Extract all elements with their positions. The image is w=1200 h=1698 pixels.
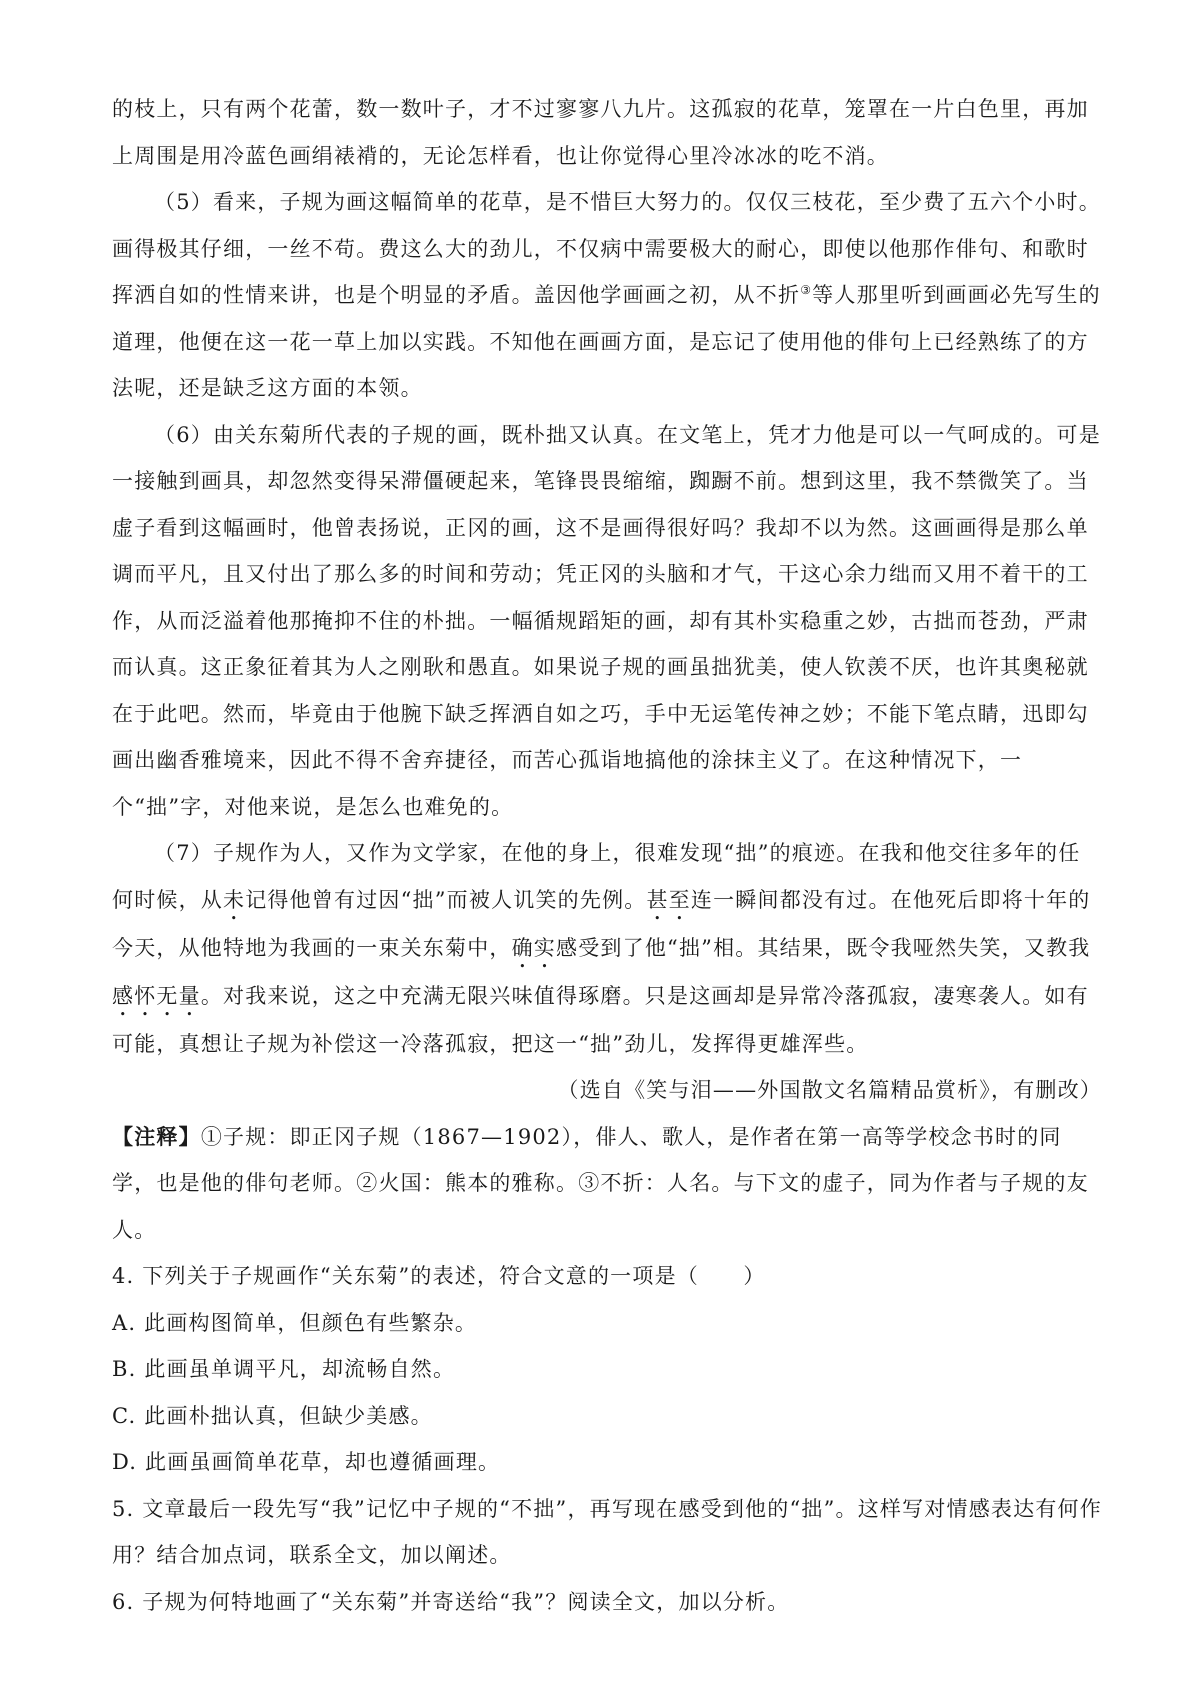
paragraph-7-seg-3: 连一瞬间都没有过。在他死后即将十年的今天，从他特地为我画的一束关东菊中，: [112, 887, 1091, 960]
question-4-option-d: D. 此画虽画简单花草，却也遵循画理。: [112, 1450, 501, 1474]
question-4-option-b: B. 此画虽单调平凡，却流畅自然。: [112, 1357, 456, 1381]
notes-text: ①子规：即正冈子规（1867—1902），俳人、歌人，是作者在第一高等学校念书时的同学，也是他的俳句老师。②火国：熊本的雅称。③不折：人名。与下文的虚子，同为作者与子规的友人。: [112, 1124, 1089, 1242]
emphasized-word-shenzhi: 甚至: [646, 887, 691, 912]
paragraph-4-continued: 的枝上，只有两个花蕾，数一数叶子，才不过寥寥八九片。这孤寂的花草，笼罩在一片白色里，再加上周围是用冷蓝色画绢裱褙的，无论怎样看，也让你觉得心里冷冰冰的吃不消。: [112, 97, 1089, 168]
question-4-option-c: C. 此画朴拙认真，但缺少美感。: [112, 1403, 433, 1428]
source-citation: （选自《笑与泪——外国散文名篇精品赏析》，有删改）: [557, 1078, 1102, 1102]
paragraph-7-seg-4: 感受到了他“拙”相。其结果，既令我哑然失笑，又教我: [556, 935, 1091, 960]
paragraph-7-seg-5: 。对我来说，这之中充满无限兴味值得琢磨。只是这画却是异常冷落孤寂，凄寒袭人。如有可能，真想让子规为补偿这一冷落孤寂，把这一“拙”劲儿，发挥得更雄浑些。: [112, 983, 1089, 1056]
emphasized-word-queshi: 确实: [511, 935, 557, 960]
question-4-stem: 4. 下列关于子规画作“关东菊”的表述，符合文意的一项是（ ）: [112, 1264, 766, 1288]
document-body: [112, 86, 1102, 1625]
footnote-marker-3: ③: [800, 283, 813, 297]
paragraph-7-seg-2: 记得他曾有过因“拙”而被人讥笑的先例。: [245, 887, 647, 912]
question-4-option-a: A. 此画构图简单，但颜色有些繁杂。: [112, 1310, 478, 1335]
paragraph-7: [112, 830, 1102, 1067]
annotation-notes: [112, 1114, 1102, 1254]
paragraph-5-part-a: （5）看来，子规为画这幅简单的花草，是不惜巨大努力的。仅仅三枝花，至少费了五六个小时。画得极其仔细，一丝不苟。费这么大的劲儿，不仅病中需要极大的耐心，即使以他那作俳句、和歌时挥洒自如的性情来讲，也是个明显的矛盾。盖因他学画画之初，从不折: [112, 190, 1101, 307]
paragraph-5-part-b: 等人那里听到画画必先写生的道理，他便在这一花一草上加以实践。不知他在画画方面，是忘记了使用他的俳句上已经熟练了的方法呢，还是缺乏这方面的本领。: [112, 283, 1101, 400]
emphasized-word-wei: 未: [223, 887, 246, 912]
paragraph-5: [112, 179, 1102, 412]
paragraph-6: （6）由关东菊所代表的子规的画，既朴拙又认真。在文笔上，凭才力他是可以一气呵成的。可是一接触到画具，却忽然变得呆滞僵硬起来，笔锋畏畏缩缩，踟蹰不前。想到这里，我不禁微笑了。当虚子看到这幅画时，他曾表扬说，正冈的画，这不是画得很好吗？我却不以为然。这画画得是那么单调而平凡，且又付出了那么多的时间和劳动；凭正冈的头脑和才气，干这心余力绌而又用不着干的工作，从而泛溢着他那掩抑不住的朴拙。一幅循规蹈矩的画，却有其朴实稳重之妙，古拙而苍劲，严肃而认真。这正象征着其为人之刚耿和愚直。如果说子规的画虽拙犹美，使人钦羡不厌，也许其奥秘就在于此吧。然而，毕竟由于他腕下缺乏挥洒自如之巧，手中无运笔传神之妙；不能下笔点睛，迅即勾画出幽香雅境来，因此不得不舍弃捷径，而苦心孤诣地搞他的涂抹主义了。在这种情况下，一个“拙”字，对他来说，是怎么也难免的。: [112, 422, 1101, 819]
notes-label: 【注释】: [112, 1123, 201, 1149]
emphasized-word-ganhuai: 感怀无量: [112, 983, 201, 1008]
paragraph-7-seg-1: （7）子规作为人，又作为文学家，在他的身上，很难发现“拙”的痕迹。在我和他交往多年的任何时候，从: [112, 841, 1081, 912]
question-6: 6. 子规为何特地画了“关东菊”并寄送给“我”？阅读全文，加以分析。: [112, 1589, 790, 1614]
question-5: 5. 文章最后一段先写“我”记忆中子规的“不拙”，再写现在感受到他的“拙”。这样写对情感表达有何作用？结合加点词，联系全文，加以阐述。: [112, 1496, 1102, 1567]
